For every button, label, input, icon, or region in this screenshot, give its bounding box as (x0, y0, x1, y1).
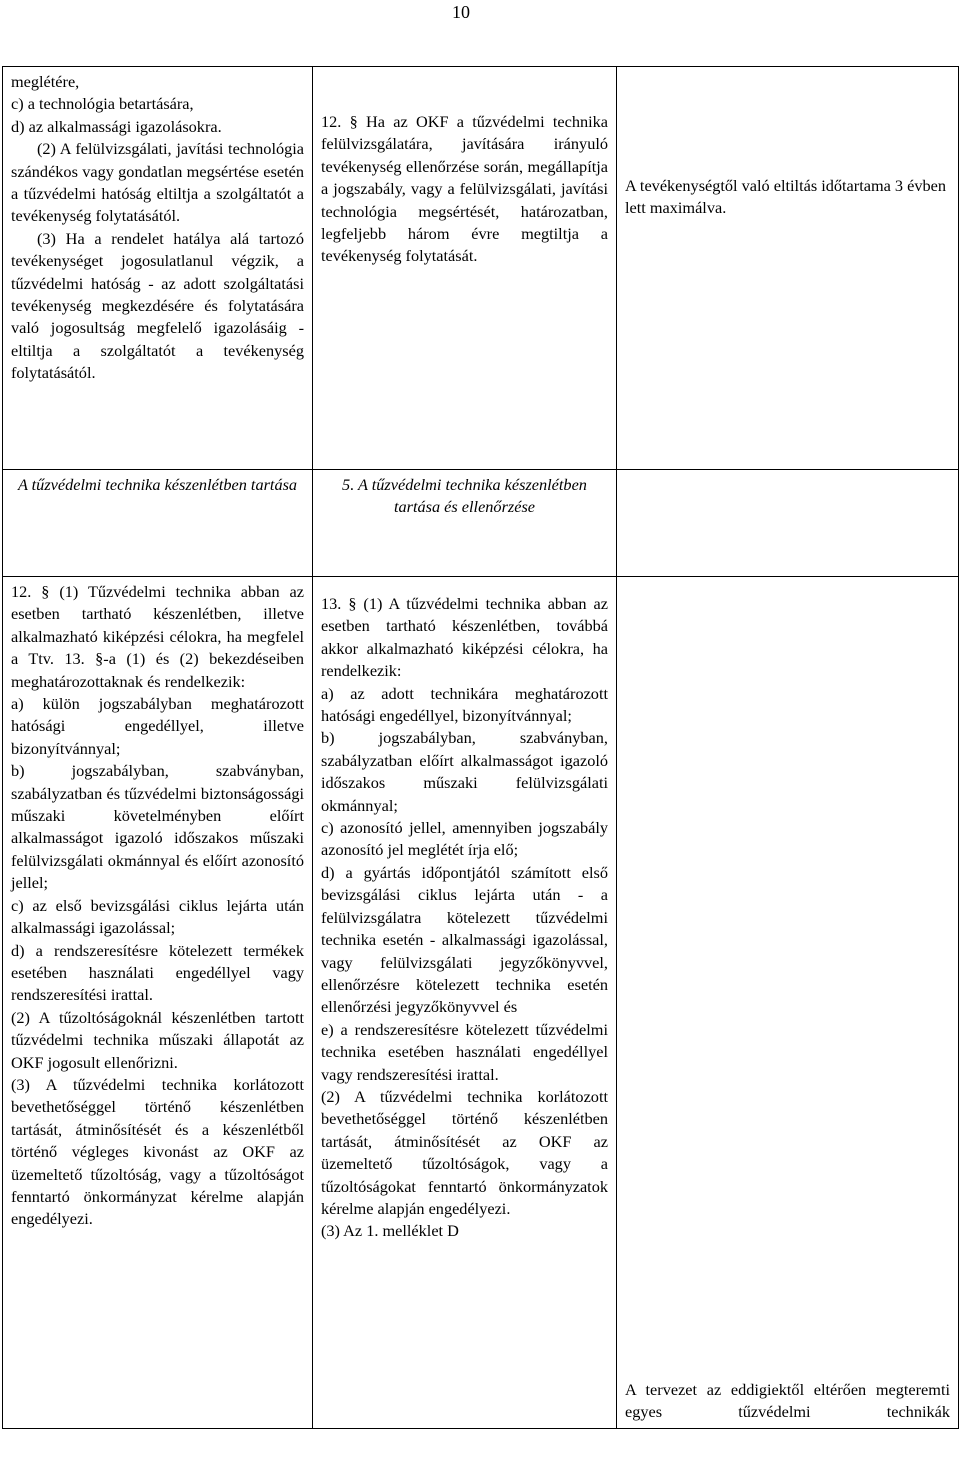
body-col3-cell (617, 577, 959, 1429)
paragraph: 12. § (1) Tűzvédelmi technika abban az esetben tartható készenlétben, illetve alkalmazható kiképzési célokra, ha megfelel a Ttv. 13. §-a (1) és (2) bekezdéseiben meghatározottaknak és rendelkezik: (11, 582, 304, 691)
paragraph: A tervezet az eddigiektől eltérően megteremti egyes tűzvédelmi technikák (625, 1380, 950, 1422)
paragraph: c) azonosító jellel, amennyiben jogszabály azonosító jel meglétét írja elő; (321, 818, 608, 860)
top-col3-cell (617, 67, 959, 470)
paragraph: b) jogszabályban, szabványban, szabályzatban előírt alkalmasságot igazoló időszakos műszaki felülvizsgálati okmánnyal; (321, 728, 608, 815)
paragraph: (2) A felülvizsgálati, javítási technológia szándékos vagy gondatlan megsértése esetén a tűzvédelmi hatóság eltiltja a szolgáltatót a tevékenység folytatásától. (11, 139, 304, 226)
top-col1-cell (3, 67, 313, 470)
page-number: 10 (452, 2, 470, 22)
table-row (3, 67, 959, 470)
paragraph: (3) Ha a rendelet hatálya alá tartozó tevékenységet jogosulatlanul végzik, a tűzvédelmi hatóság - az adott szolgáltatási tevékenység megkezdésére és folytatására való jogosultság megfelelő igazolásáig - eltiltja a szolgáltatót a tevékenység folytatásától. (11, 228, 304, 383)
paragraph: meglétére, (11, 72, 80, 91)
paragraph: 13. § (1) A tűzvédelmi technika abban az esetben tartható készenlétben, továbbá akkor alkalmazható kiképzési célokra, ha rendelkezik: (321, 594, 608, 681)
heading-col1: A tűzvédelmi technika készenlétben tartása (3, 470, 313, 577)
table-row (3, 470, 959, 577)
paragraph: (2) A tűzoltóságoknál készenlétben tartott tűzvédelmi technika műszaki állapotát az OKF jogosult ellenőrizni. (11, 1007, 304, 1072)
paragraph: e) a rendszeresítésre kötelezett tűzvédelmi technika esetében használati engedéllyel vagy rendszeresítési irattal. (321, 1019, 608, 1084)
paragraph: d) a rendszeresítésre kötelezett termékek esetében használati engedéllyel vagy rendszeresítési irattal. (11, 940, 304, 1005)
body-col2-cell (313, 577, 617, 1429)
paragraph: c) a technológia betartására, (11, 94, 194, 114)
paragraph: b) jogszabályban, szabványban, szabályzatban és tűzvédelmi biztonságossági műszaki követelményben előírt alkalmasságot igazoló időszakos műszaki felülvizsgálati okmánnyal és előírt azonosító jellel; (11, 761, 304, 893)
paragraph: d) a gyártás időpontjától számított első bevizsgálási ciklus lejárta után - a felülvizsgálatra kötelezett tűzvédelmi technika esetén - alkalmassági igazolással, vagy felülvizsgálati jegyzőkönyvvel, ellenőrzésre kötelezett technika esetén ellenőrzési jegyzőkönyvvel és (321, 862, 608, 1017)
heading-col2: 5. A tűzvédelmi technika készenlétben tartása és ellenőrzése (313, 470, 617, 577)
paragraph: (3) Az 1. melléklet D (321, 1221, 459, 1241)
top-col2-cell (313, 67, 617, 470)
body-col1-cell (3, 577, 313, 1429)
heading-col3 (617, 470, 959, 577)
paragraph: (3) A tűzvédelmi technika korlátozott bevethetőséggel történő készenlétben tartását, átminősítését és a készenlétből történő végleges kivonást az OKF az üzemeltető tűzoltóság, vagy a tűzoltóságot fenntartó önkormányzat kérelme alapján engedélyezi. (11, 1074, 304, 1229)
paragraph: A tevékenységtől való eltiltás időtartama 3 évben lett maximálva. (625, 176, 947, 218)
table-row (3, 577, 959, 1429)
paragraph: 12. § Ha az OKF a tűzvédelmi technika felülvizsgálatára, javítására irányuló tevékenység ellenőrzése során, megállapítja a jogszabály, vagy a felülvizsgálati, javítási technológia megsértését, határozatban, legfeljebb három évre megtiltja a tevékenység folytatását. (321, 112, 608, 266)
paragraph: c) az első bevizsgálási ciklus lejárta után alkalmassági igazolással; (11, 895, 304, 938)
paragraph: (2) A tűzvédelmi technika korlátozott bevethetőséggel történő készenlétben tartását, átminősítését az OKF az üzemeltető tűzoltóságok, vagy a tűzoltóságokat fenntartó önkormányzatok kérelme alapján engedélyezi. (321, 1086, 608, 1218)
paragraph: a) az adott technikára meghatározott hatósági engedéllyel, bizonyítvánnyal; (321, 683, 608, 726)
paragraph: a) külön jogszabályban meghatározott hatósági engedéllyel, illetve bizonyítvánnyal; (11, 694, 304, 758)
comparison-table (2, 66, 959, 1429)
paragraph: d) az alkalmassági igazolásokra. (11, 116, 222, 136)
